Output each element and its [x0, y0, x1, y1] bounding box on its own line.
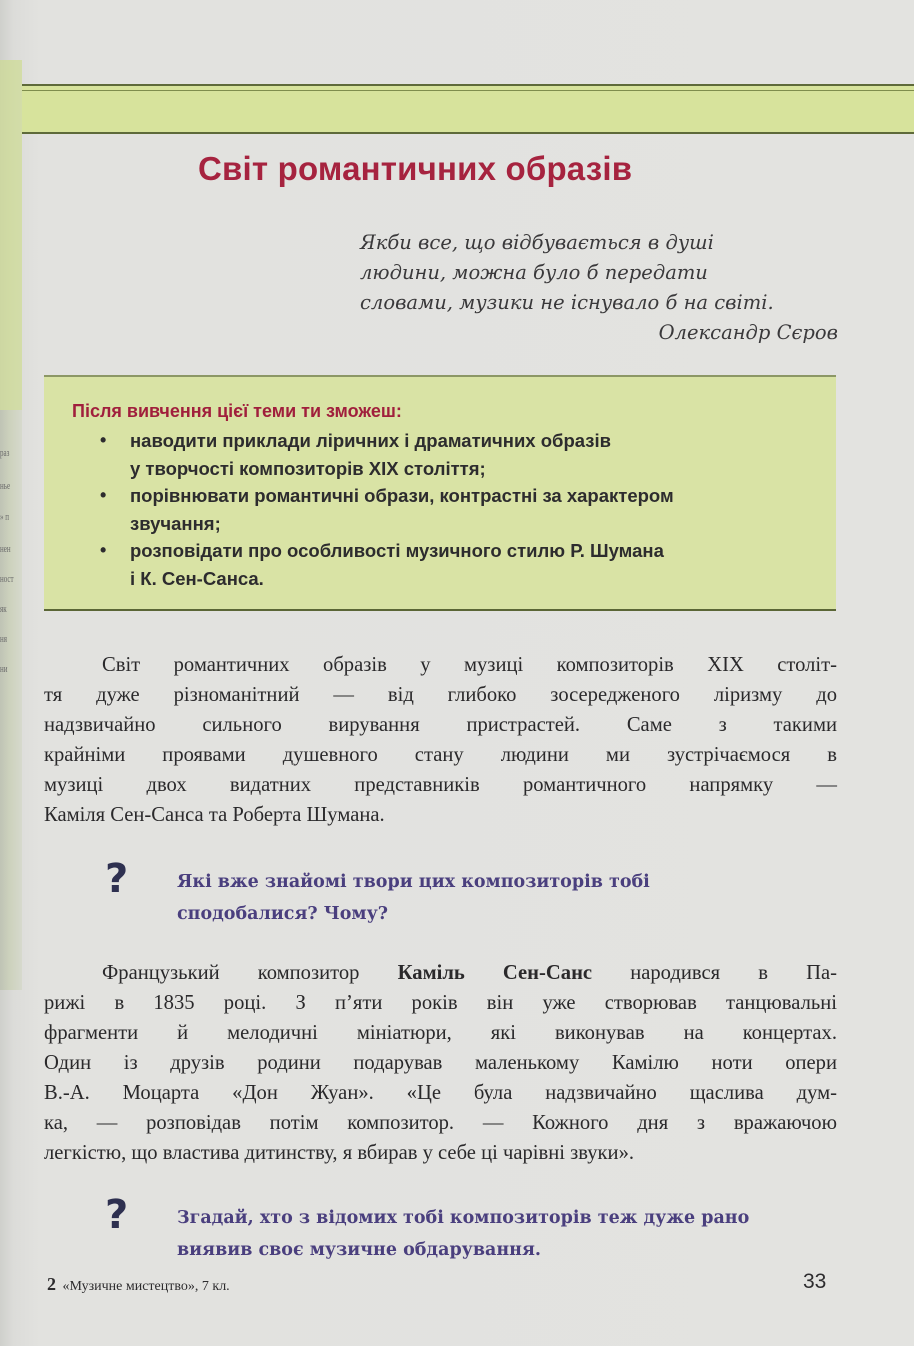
- page-title: Світ романтичних образів: [198, 150, 633, 187]
- goal-line: розповідати про особливості музичного стилю Р. Шумана: [130, 540, 664, 561]
- paragraph-line: крайніми проявами душевного стану людини ми зустрічаємося в: [44, 744, 837, 766]
- composer-name: Каміль Сен-Санс: [397, 962, 593, 984]
- goals-list: [100, 427, 820, 592]
- epigraph-line: словами, музики не існувало б на світі.: [360, 291, 774, 314]
- epigraph-line: Якби все, що відбувається в душі: [360, 231, 714, 254]
- edge-fragment: ни: [0, 664, 8, 675]
- paragraph-line: ка, — розповідав потім композитор. — Кожного дня з вражаючою: [44, 1112, 837, 1134]
- paragraph-line: фрагменти й мелодичні мініатюри, які виконував на концертах.: [44, 1022, 837, 1044]
- edge-fragment: нен: [0, 544, 11, 555]
- question-mark-icon: ?: [105, 856, 129, 902]
- goal-line: і К. Сен-Санса.: [130, 567, 264, 589]
- paragraph-line: музиці двох видатних представників романтичного напрямку —: [44, 774, 837, 796]
- epigraph: [360, 228, 840, 348]
- paragraph-line: Світ романтичних образів у музиці композиторів XIX століт-: [102, 654, 837, 676]
- paragraph-text: народився в Па-: [592, 962, 837, 984]
- paragraph-text: Французький композитор: [102, 962, 398, 984]
- edge-fragment: ня: [0, 634, 7, 645]
- edge-fragment: як: [0, 604, 7, 615]
- bullet-icon: •: [100, 485, 107, 505]
- previous-page-green-band: [0, 60, 22, 410]
- paragraph-line: рижі в 1835 році. З п’яти років він уже створював танцювальні: [44, 992, 837, 1014]
- paragraph-line: легкістю, що властива дитинству, я вбирав у себе ці чарівні звуки».: [44, 1142, 635, 1164]
- question-text: [177, 866, 650, 930]
- edge-fragment: » п: [0, 512, 10, 523]
- question-text: [177, 1202, 749, 1266]
- header-band: [22, 84, 914, 134]
- footer-book-info: [47, 1274, 230, 1295]
- bullet-icon: •: [100, 430, 107, 450]
- goal-item: [100, 427, 820, 482]
- goal-item: [100, 537, 820, 592]
- epigraph-line: людини, можна було б передати: [360, 261, 708, 284]
- paragraph-line: В.-А. Моцарта «Дон Жуан». «Це була надзвичайно щаслива дум-: [44, 1082, 837, 1104]
- goal-line: порівнювати романтичні образи, контрастні за характером: [130, 485, 674, 506]
- goals-heading: Після вивчення цієї теми ти зможеш:: [72, 401, 402, 421]
- paragraph-line: [44, 958, 837, 988]
- question-line: сподобалися? Чому?: [177, 904, 389, 924]
- paragraph-line: Один із друзів родини подарував маленькому Камілю ноти опери: [44, 1052, 837, 1074]
- question-line: виявив своє музичне обдарування.: [177, 1240, 542, 1260]
- paragraph-line: тя дуже різноманітний — від глибоко зосередженого ліризму до: [44, 684, 837, 706]
- paragraph-line: Каміля Сен-Санса та Роберта Шумана.: [44, 804, 385, 826]
- goal-item: [100, 482, 820, 537]
- edge-fragment: нье: [0, 481, 11, 492]
- saint-saens-paragraph: [44, 958, 837, 1168]
- book-title: «Музичне мистецтво», 7 кл.: [62, 1279, 230, 1294]
- question-line: Які вже знайомі твори цих композиторів тобі: [177, 872, 650, 892]
- learning-goals-box: [44, 375, 836, 611]
- question-line: Згадай, хто з відомих тобі композиторів теж дуже рано: [177, 1208, 750, 1228]
- page-number: 33: [803, 1270, 827, 1293]
- printer-signature: 2: [47, 1274, 56, 1294]
- intro-paragraph: [44, 650, 837, 830]
- bullet-icon: •: [100, 540, 107, 560]
- epigraph-author: Олександр Сєров: [658, 321, 838, 344]
- goal-line: у творчості композиторів XIX століття;: [130, 457, 486, 479]
- edge-fragment: ност: [0, 574, 14, 585]
- edge-fragment: раз: [0, 448, 10, 459]
- paragraph-line: надзвичайно сильного вирування пристрастей. Саме з такими: [44, 714, 837, 736]
- goal-line: наводити приклади ліричних і драматичних образів: [130, 430, 611, 451]
- question-mark-icon: ?: [105, 1192, 129, 1238]
- goal-line: звучання;: [130, 512, 221, 534]
